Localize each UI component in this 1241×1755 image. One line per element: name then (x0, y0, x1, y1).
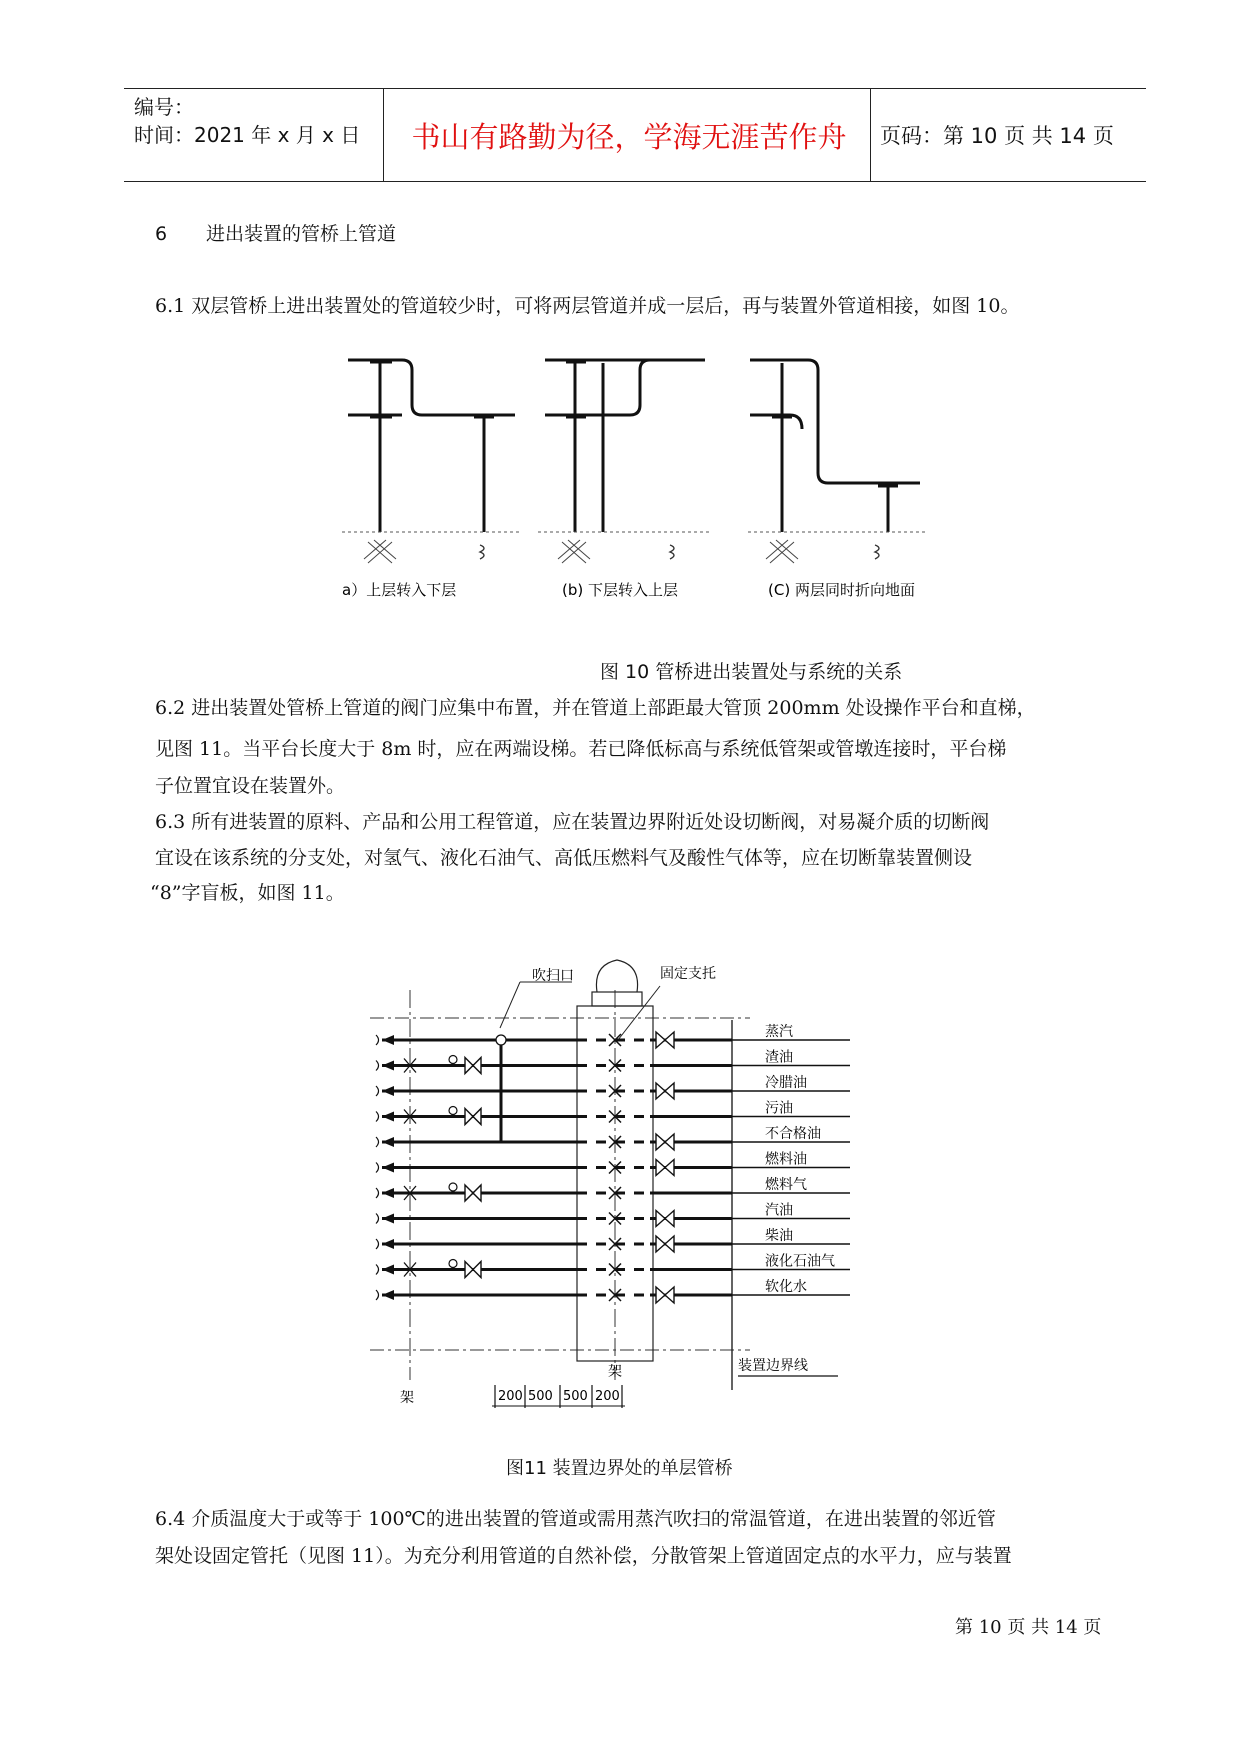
dimension-label: 500 (563, 1389, 588, 1404)
flow-arrow-icon (382, 1265, 394, 1275)
pipe-label: 软化水 (765, 1279, 807, 1295)
pipe-label: 冷腊油 (765, 1075, 807, 1091)
flow-arrow-icon (382, 1290, 394, 1300)
paragraph-6-3-line-2: 宜设在该系统的分支处，对氢气、液化石油气、高低压燃料气及酸性气体等，应在切断靠装置侧设 (155, 847, 973, 869)
paragraph-6-2-line-2: 见图 11。当平台长度大于 8m 时，应在两端设梯。若已降低标高与系统低管架或管墩连接时，平台梯 (155, 738, 1007, 760)
pipe-label: 液化石油气 (765, 1253, 835, 1270)
rack-center-label: 架 (608, 1364, 622, 1380)
gate-valve-icon (465, 1185, 481, 1201)
pipe-label: 不合格油 (765, 1126, 821, 1142)
gate-valve-icon (465, 1109, 481, 1125)
header-divider (870, 89, 871, 181)
break-mark-icon (376, 1061, 379, 1071)
gate-valve-icon (656, 1236, 674, 1252)
break-mark-icon (376, 1188, 379, 1198)
motto: 书山有路勤为径，学海无涯苦作舟 (411, 119, 847, 154)
gate-valve-icon (656, 1160, 674, 1176)
break-mark-icon (376, 1239, 379, 1249)
section-title: 进出装置的管桥上管道 (206, 223, 397, 245)
break-mark-icon (376, 1137, 379, 1147)
pipe-label: 蒸汽 (765, 1024, 793, 1040)
purge-port-icon (449, 1107, 457, 1115)
break-mark-icon (376, 1112, 379, 1122)
purge-port-icon (449, 1056, 457, 1064)
page-footer: 第 10 页 共 14 页 (955, 1617, 1102, 1638)
time-label: 时间：2021 年 x 月 x 日 (134, 123, 361, 147)
dimension-label: 200 (498, 1389, 523, 1404)
paragraph-6-3-line-1: 6.3 所有进装置的原料、产品和公用工程管道，应在装置边界附近处设切断阀，对易凝介质的切断阀 (155, 811, 990, 833)
fig10-sublabel-c: (C) 两层同时折向地面 (768, 581, 915, 599)
figure-10-caption: 图 10 管桥进出装置处与系统的关系 (600, 661, 903, 683)
gate-valve-icon (656, 1134, 674, 1150)
figure-10 (330, 345, 950, 615)
gate-valve-icon (656, 1083, 674, 1099)
header-meta (134, 93, 360, 149)
paragraph-6-1: 6.1 双层管桥上进出装置处的管道较少时，可将两层管道并成一层后，再与装置外管道相接，如图 10。 (155, 295, 1020, 317)
header-divider (383, 89, 384, 181)
flow-arrow-icon (382, 1188, 394, 1198)
fixed-support-label: 固定支托 (660, 966, 716, 982)
pipe-label: 汽油 (765, 1202, 793, 1219)
pipe-label: 燃料油 (765, 1151, 807, 1168)
flow-arrow-icon (382, 1239, 394, 1249)
pipe-label: 燃料气 (765, 1177, 807, 1193)
fig10-sublabel-b: (b) 下层转入上层 (562, 581, 678, 599)
flow-arrow-icon (382, 1035, 394, 1045)
page-header (124, 88, 1146, 182)
pipe-label: 柴油 (765, 1228, 793, 1244)
break-mark-icon (376, 1290, 379, 1300)
lamp-icon (596, 960, 637, 992)
gate-valve-icon (656, 1287, 674, 1303)
figure-11-caption: 图11 装置边界处的单层管桥 (506, 1458, 733, 1479)
gate-valve-icon (656, 1211, 674, 1227)
flow-arrow-icon (382, 1086, 394, 1096)
rack-left-label: 架 (400, 1390, 414, 1406)
break-mark-icon (376, 1214, 379, 1224)
platform-base (592, 992, 642, 1006)
figure-11 (360, 930, 920, 1430)
break-mark-icon (376, 1086, 379, 1096)
paragraph-6-3-line-3: “8”字盲板，如图 11。 (150, 882, 345, 904)
flow-arrow-icon (382, 1061, 394, 1071)
flow-arrow-icon (382, 1112, 394, 1122)
dimension-label: 200 (595, 1389, 620, 1404)
paragraph-6-4-line-2: 架处设固定管托（见图 11）。为充分利用管道的自然补偿，分散管架上管道固定点的水平力，应与装置 (155, 1545, 1012, 1567)
purge-port-icon (449, 1260, 457, 1268)
code-label: 编号： (134, 95, 194, 119)
paragraph-6-2-line-1: 6.2 进出装置处管桥上管道的阀门应集中布置，并在管道上部距最大管顶 200mm 处设操作平台和直梯， (155, 697, 1036, 719)
section-number: 6 (155, 223, 168, 245)
break-mark-icon (376, 1265, 379, 1275)
fixed-support-leader (618, 986, 660, 1040)
gate-valve-icon (656, 1032, 674, 1048)
page-label: 页码：第 10 页 共 14 页 (880, 124, 1114, 148)
flow-arrow-icon (382, 1163, 394, 1173)
purge-port-icon (496, 1035, 506, 1045)
pipe-label: 渣油 (765, 1049, 793, 1066)
gate-valve-icon (465, 1262, 481, 1278)
gate-valve-icon (465, 1058, 481, 1074)
purge-leader (500, 982, 520, 1028)
flow-arrow-icon (382, 1214, 394, 1224)
fig10-sublabel-a: a）上层转入下层 (342, 581, 457, 599)
pipe-label: 污油 (765, 1100, 793, 1117)
paragraph-6-2-line-3: 子位置宜设在装置外。 (155, 775, 346, 797)
paragraph-6-4-line-1: 6.4 介质温度大于或等于 100℃的进出装置的管道或需用蒸汽吹扫的常温管道，在进出装置的邻近管 (155, 1508, 996, 1530)
purge-label: 吹扫口 (532, 968, 574, 984)
boundary-label: 装置边界线 (738, 1358, 808, 1374)
dimension-label: 500 (528, 1389, 553, 1404)
break-mark-icon (376, 1163, 379, 1173)
break-mark-icon (376, 1035, 379, 1045)
purge-port-icon (449, 1183, 457, 1191)
flow-arrow-icon (382, 1137, 394, 1147)
